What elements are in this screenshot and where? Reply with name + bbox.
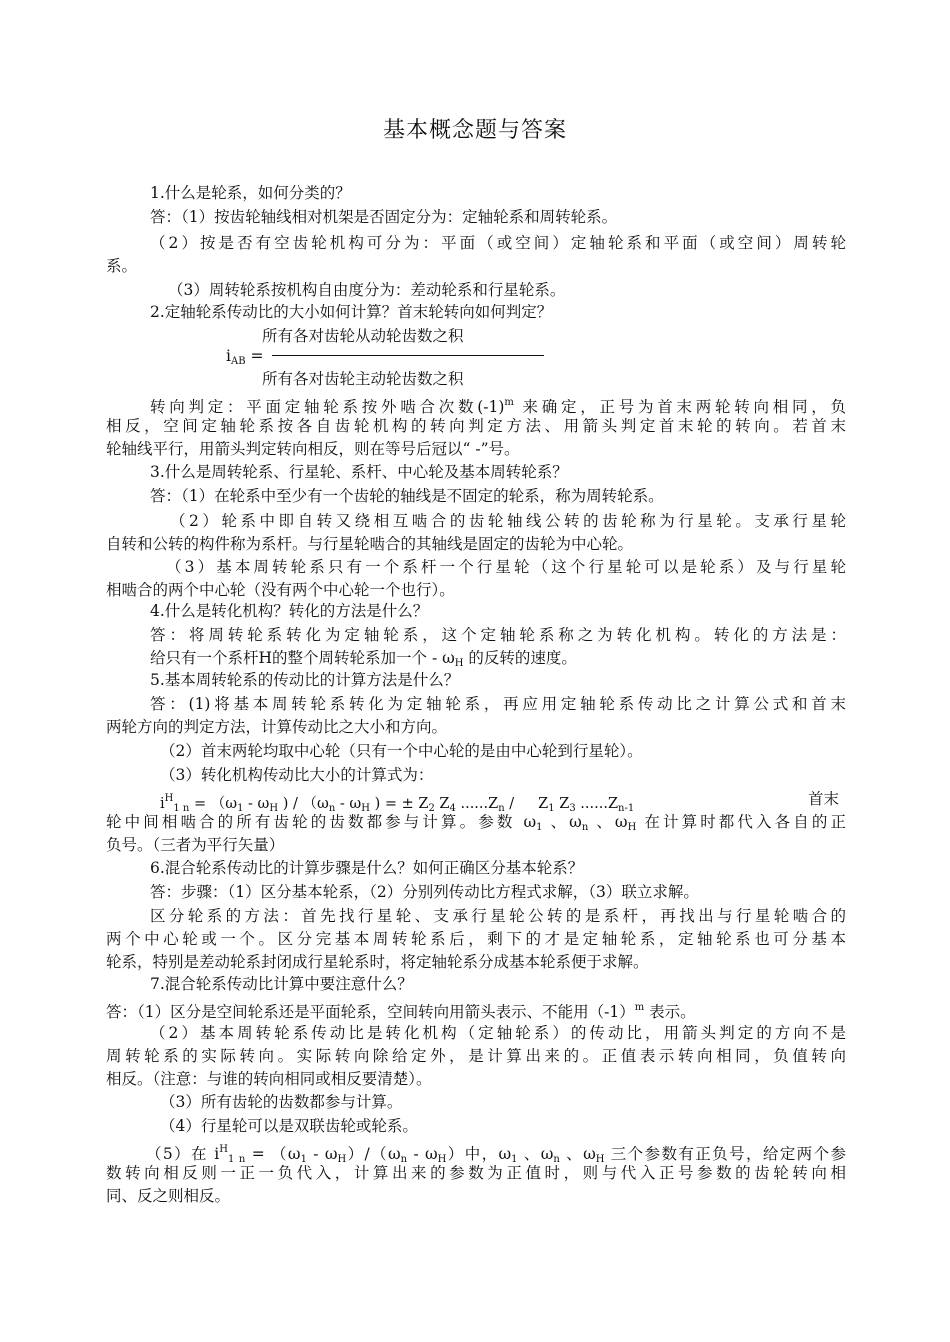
answer-7-part-1: 答：（1）区分是空间轮系还是平面轮系，空间转向用箭头表示、不能用$(-1)^m$ 表示。 xyxy=(106,1002,696,1021)
question-5: 5.基本周转轮系的传动比的计算方法是什么？ xyxy=(150,671,460,689)
answer-1-part-3: （3）周转轮系按机构自由度分为：差动轮系和行星轮系。 xyxy=(168,281,566,299)
answer-5-part-1-line-2: 两轮方向的判定方法，计算传动比之大小和方向。 xyxy=(106,718,448,736)
answer-6-part-2-line-1: 区分轮系的方法：首先找行星轮、支承行星轮公转的是系杆，再找出与行星轮啮合的 xyxy=(150,907,846,925)
page-title: 基本概念题与答案 xyxy=(382,118,567,143)
question-7: 7.混合轮系传动比计算中要注意什么？ xyxy=(150,975,413,993)
question-3: 3.什么是周转轮系、行星轮、系杆、中心轮及基本周转轮系？ xyxy=(150,463,568,481)
answer-3-part-3-line-2: 相啮合的两个中心轮（没有两个中心轮一个也行）。 xyxy=(106,581,455,599)
answer-3-part-1: 答：（1）在轮系中至少有一个齿轮的轴线是不固定的轮系，称为周转轮系。 xyxy=(150,487,664,505)
answer-5-part-3: （3）转化机构传动比大小的计算式为： xyxy=(160,766,434,784)
question-6: 6.混合轮系传动比的计算步骤是什么？如何正确区分基本轮系？ xyxy=(150,859,584,877)
fraction-bar xyxy=(272,355,544,356)
answer-4-line-2: 给只有一个系杆H的整个周转轮系加一个 - $\omega_H$ 的反转的速度。 xyxy=(150,649,577,669)
answer-4-line-1: 答：将周转轮系转化为定轴轮系，这个定轴轮系称之为转化机构。转化的方法是： xyxy=(150,626,846,644)
ratio-lhs xyxy=(226,346,263,372)
answer-5-part-1-line-1: 答：(1)将基本周转轮系转化为定轴轮系，再应用定轴轮系传动比之计算公式和首末 xyxy=(150,695,846,713)
answer-7-part-3: （3）所有齿轮的齿数都参与计算。 xyxy=(160,1093,403,1111)
answer-1-part-1: 答：（1）按齿轮轴线相对机架是否固定分为：定轴轮系和周转轮系。 xyxy=(150,208,618,226)
answer-3-part-2-line-1: （2）轮系中即自转又绕相互啮合的齿轮轴线公转的齿轮称为行星轮。支承行星轮 xyxy=(170,512,846,530)
ratio-symbol: i xyxy=(226,347,231,365)
answer-7-part-5-line-2: 数转向相反则一正一负代入，计算出来的参数为正值时，则与代入正号参数的齿轮转向相 xyxy=(106,1164,846,1182)
answer-7-part-2-line-2: 周转轮系的实际转向。实际转向除给定外，是计算出来的。正值表示转向相同，负值转向 xyxy=(106,1047,846,1065)
formula-trailing-text: 首末 xyxy=(808,790,840,808)
answer-5-note-line-2: 负号。（三者为平行矢量） xyxy=(106,836,285,854)
ratio-subscript: AB xyxy=(230,356,246,367)
answer-7-part-2-line-1: （2）基本周转轮系传动比是转化机构（定轴轮系）的传动比，用箭头判定的方向不是 xyxy=(150,1024,846,1042)
ratio-numerator: 所有各对齿轮从动轮齿数之积 xyxy=(262,327,464,345)
ratio-denominator: 所有各对齿轮主动轮齿数之积 xyxy=(262,370,464,388)
ratio-equals: = xyxy=(245,347,264,365)
answer-6-part-2-line-3: 轮系，特别是差动轮系封闭成行星轮系时，将定轴轮系分成基本轮系便于求解。 xyxy=(106,953,649,971)
direction-rule-line-2: 相反，空间定轴轮系按各自齿轮机构的转向判定方法、用箭头判定首末轮的转向。若首末 xyxy=(106,417,846,435)
answer-6-part-2-line-2: 两个中心轮或一个。区分完基本周转轮系后，剩下的才是定轴轮系，定轴轮系也可分基本 xyxy=(106,930,846,948)
answer-7-part-5-line-1: （5）在 $i^H_{1 n} = (\omega_1 - \omega_H)/(\omega_n - \omega_H)$中，$\omega_1$ 、$\omega_n$ 、$\omega_H$ 三个参数有正负号，给定两个参 xyxy=(146,1144,846,1165)
answer-3-part-3-line-1: （3）基本周转轮系只有一个系杆一个行星轮（这个行星轮可以是轮系）及与行星轮 xyxy=(166,558,846,576)
answer-1-part-2-line-1: （2）按是否有空齿轮机构可分为：平面（或空间）定轴轮系和平面（或空间）周转轮 xyxy=(150,234,846,252)
answer-7-part-2-line-3: 相反。（注意：与谁的转向相同或相反要清楚）。 xyxy=(106,1070,432,1088)
answer-5-note-line-1: 轮中间相啮合的所有齿轮的齿数都参与计算。参数 $\omega_1$ 、$\omega_n$ 、$\omega_H$ 在计算时都代入各自的正 xyxy=(106,813,846,833)
question-2: 2.定轴轮系传动比的大小如何计算？首末轮转向如何判定？ xyxy=(150,303,553,321)
direction-rule-line-1: 转向判定：平面定轴轮系按外啮合次数$(-1)^m$ 来确定，正号为首末两轮转向相同，负 xyxy=(150,397,846,416)
answer-1-part-2-line-2: 系。 xyxy=(106,257,138,275)
answer-5-part-2: （2）首末两轮均取中心轮（只有一个中心轮的是由中心轮到行星轮）。 xyxy=(160,742,643,760)
answer-3-part-2-line-2: 自转和公转的构件称为系杆。与行星轮啮合的其轴线是固定的齿轮为中心轮。 xyxy=(106,535,634,553)
direction-rule-line-3: 轮轴线平行，用箭头判定转向相反，则在等号后冠以“ -”号。 xyxy=(106,440,520,458)
answer-6-part-1: 答：步骤：（1）区分基本轮系，（2）分别列传动比方程式求解，（3）联立求解。 xyxy=(150,883,699,901)
transmission-ratio-formula: $i^H_{1 n} = (\omega_1 - \omega_H$ ) / （$\omega_n - \omega_H$ ) = ± $Z_2$ $Z_4$ $......Z_n / Z_1$ $Z_3$ $......Z_{n-1}$ xyxy=(160,793,635,814)
answer-7-part-5-line-3: 同、反之则相反。 xyxy=(106,1187,231,1205)
answer-7-part-4: （4）行星轮可以是双联齿轮或轮系。 xyxy=(160,1117,418,1135)
question-1: 1.什么是轮系，如何分类的？ xyxy=(150,184,351,202)
question-4: 4.什么是转化机构？转化的方法是什么？ xyxy=(150,602,429,620)
